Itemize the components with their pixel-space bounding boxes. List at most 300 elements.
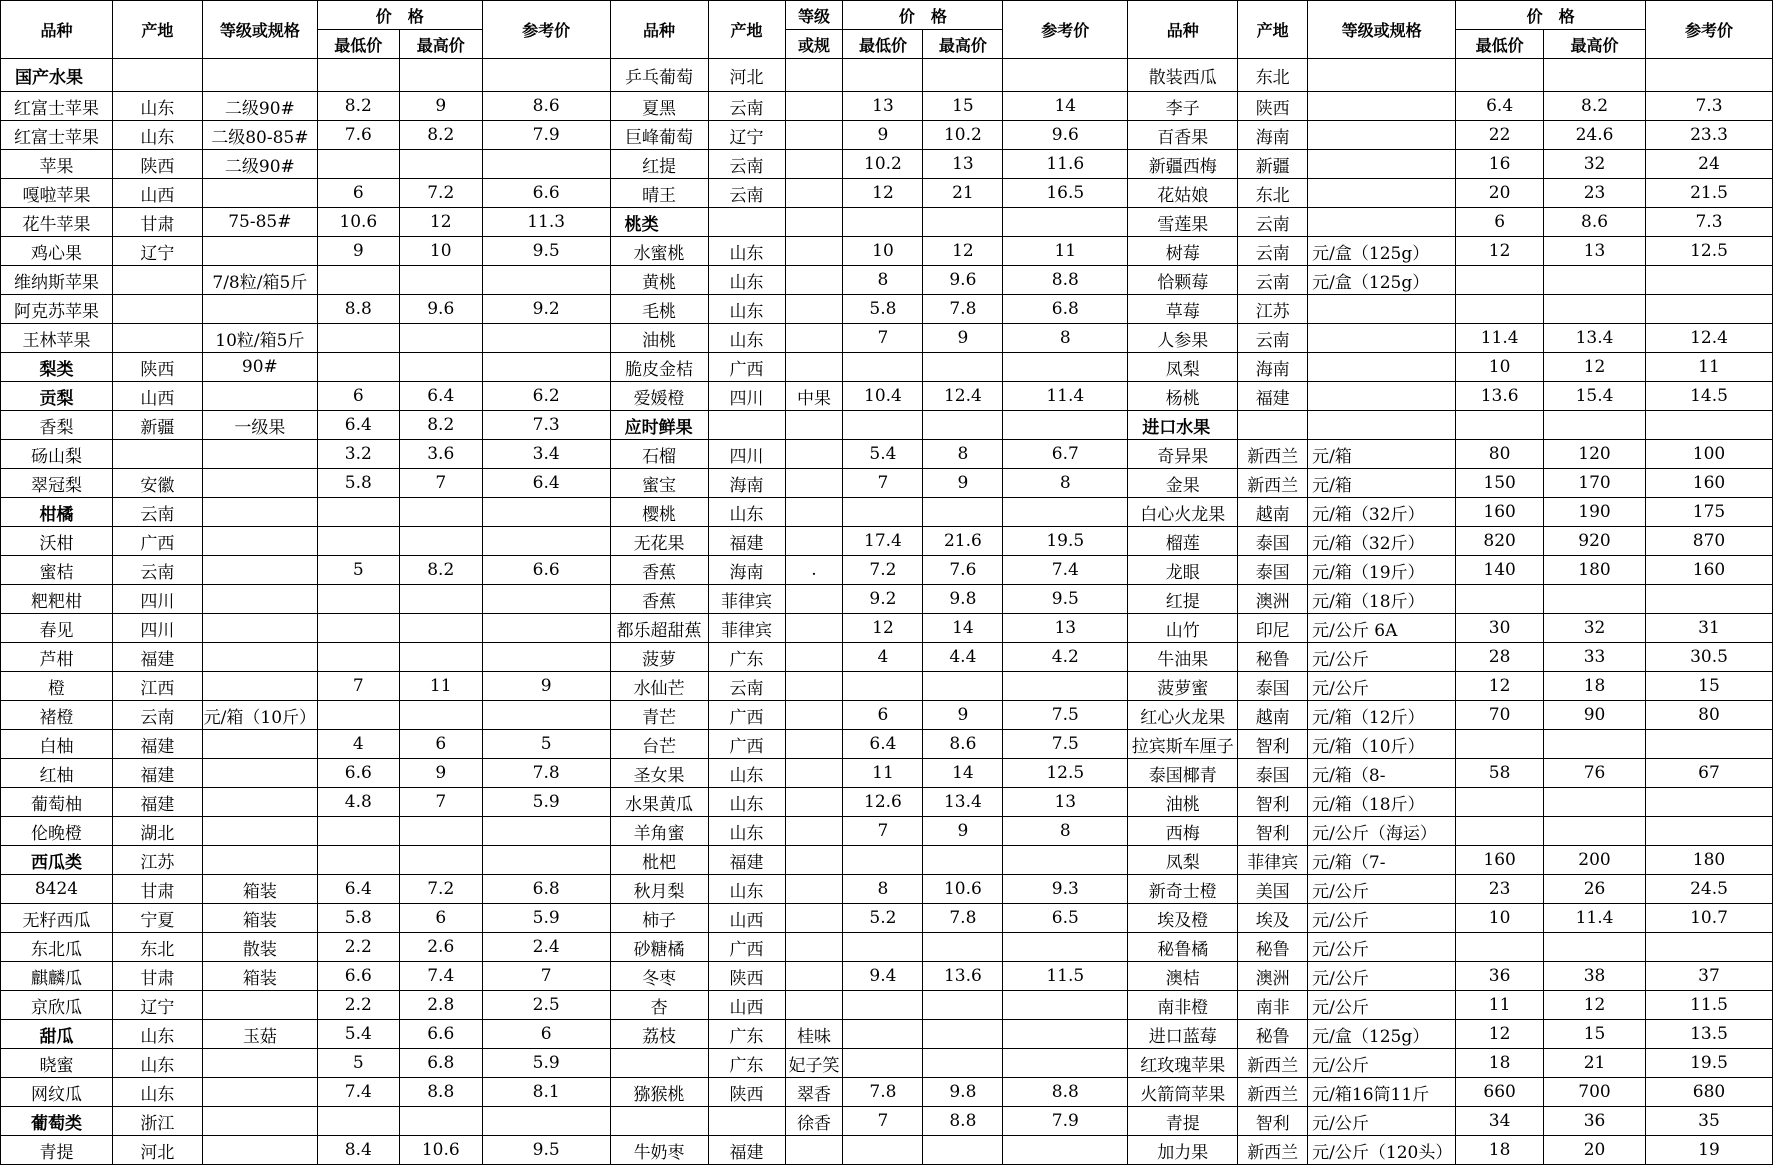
cell-block2-low-price	[843, 933, 923, 962]
cell-block2-high-price: 14	[923, 759, 1003, 788]
cell-block1-origin: 湖北	[112, 817, 202, 846]
cell-block1-high-price: 6	[399, 904, 482, 933]
cell-block1-high-price	[399, 585, 482, 614]
cell-block3-origin: 新西兰	[1238, 469, 1308, 498]
cell-block1-grade-spec	[202, 759, 317, 788]
cell-block1-variety: 芦柑	[1, 643, 113, 672]
cell-block3-low-price: 660	[1456, 1078, 1544, 1107]
table-row	[1, 817, 1773, 846]
cell-block3-grade-spec: 元/公斤（120头）	[1308, 1136, 1456, 1165]
table-row	[1, 179, 1773, 208]
cell-block3-high-price: 24.6	[1544, 121, 1646, 150]
cell-block1-high-price	[399, 353, 482, 382]
cell-block2-origin: 山东	[708, 817, 785, 846]
cell-block3-ref-price: 680	[1645, 1078, 1772, 1107]
cell-block1-grade-spec	[202, 179, 317, 208]
cell-block3-high-price	[1544, 266, 1646, 295]
cell-block1-origin: 宁夏	[112, 904, 202, 933]
cell-block3-high-price: 38	[1544, 962, 1646, 991]
cell-block3-origin: 新西兰	[1238, 1049, 1308, 1078]
cell-block3-origin: 美国	[1238, 875, 1308, 904]
cell-block3-origin: 泰国	[1238, 527, 1308, 556]
cell-block2-high-price	[923, 59, 1003, 92]
cell-block1-origin: 甘肃	[112, 875, 202, 904]
cell-block2-origin: 山东	[708, 324, 785, 353]
cell-block1-variety: 甜瓜	[1, 1020, 113, 1049]
cell-block3-low-price: 160	[1456, 846, 1544, 875]
cell-block2-high-price	[923, 1020, 1003, 1049]
cell-block1-grade-spec: 75-85#	[202, 208, 317, 237]
cell-block2-variety: 樱桃	[610, 498, 708, 527]
cell-block3-grade-spec: 元/箱（19斤）	[1308, 556, 1456, 585]
cell-block2-high-price: 9.8	[923, 585, 1003, 614]
cell-block3-ref-price: 870	[1645, 527, 1772, 556]
cell-block2-grade-spec	[785, 788, 843, 817]
cell-block3-origin: 江苏	[1238, 295, 1308, 324]
cell-block2-grade-spec: 徐香	[785, 1107, 843, 1136]
cell-block2-ref-price: 7.5	[1003, 730, 1128, 759]
cell-block1-origin: 浙江	[112, 1107, 202, 1136]
cell-block3-low-price: 23	[1456, 875, 1544, 904]
cell-block2-ref-price: 13	[1003, 614, 1128, 643]
header-variety: 品种	[1128, 1, 1238, 59]
cell-block3-variety: 红玫瑰苹果	[1128, 1049, 1238, 1078]
cell-block1-origin: 东北	[112, 933, 202, 962]
cell-block2-grade-spec	[785, 672, 843, 701]
cell-block2-variety: 桃类	[610, 208, 708, 237]
cell-block3-ref-price: 35	[1645, 1107, 1772, 1136]
cell-block1-ref-price: 9.5	[482, 1136, 610, 1165]
cell-block1-origin: 辽宁	[112, 991, 202, 1020]
cell-block2-origin	[708, 1107, 785, 1136]
cell-block1-high-price: 3.6	[399, 440, 482, 469]
cell-block3-low-price	[1456, 585, 1544, 614]
table-row	[1, 59, 1773, 92]
cell-block3-ref-price: 160	[1645, 556, 1772, 585]
cell-block2-ref-price	[1003, 1136, 1128, 1165]
cell-block3-ref-price: 11.5	[1645, 991, 1772, 1020]
header-grade-spec-line1: 等级	[785, 1, 843, 30]
cell-block2-grade-spec: .	[785, 556, 843, 585]
cell-block3-ref-price: 80	[1645, 701, 1772, 730]
cell-block2-low-price: 5.8	[843, 295, 923, 324]
cell-block2-high-price: 8	[923, 440, 1003, 469]
cell-block1-variety: 橙	[1, 672, 113, 701]
cell-block1-ref-price: 6.2	[482, 382, 610, 411]
cell-block2-variety: 石榴	[610, 440, 708, 469]
cell-block3-high-price: 11.4	[1544, 904, 1646, 933]
cell-block1-origin: 江苏	[112, 846, 202, 875]
cell-block1-low-price: 3.2	[317, 440, 399, 469]
cell-block2-ref-price: 14	[1003, 92, 1128, 121]
cell-block3-low-price: 16	[1456, 150, 1544, 179]
cell-block3-ref-price	[1645, 933, 1772, 962]
cell-block3-ref-price: 10.7	[1645, 904, 1772, 933]
cell-block1-origin	[112, 295, 202, 324]
table-row	[1, 353, 1773, 382]
cell-block2-grade-spec	[785, 59, 843, 92]
cell-block2-ref-price	[1003, 411, 1128, 440]
cell-block3-low-price: 30	[1456, 614, 1544, 643]
cell-block3-origin: 智利	[1238, 730, 1308, 759]
cell-block2-ref-price: 9.5	[1003, 585, 1128, 614]
cell-block2-ref-price: 8	[1003, 324, 1128, 353]
cell-block3-grade-spec	[1308, 295, 1456, 324]
cell-block2-ref-price: 8	[1003, 817, 1128, 846]
header-grade-spec-line2: 或规	[785, 30, 843, 59]
cell-block3-variety: 草莓	[1128, 295, 1238, 324]
cell-block2-origin: 广东	[708, 1020, 785, 1049]
cell-block2-grade-spec	[785, 759, 843, 788]
cell-block3-grade-spec: 元/公斤	[1308, 672, 1456, 701]
cell-block2-variety: 荔枝	[610, 1020, 708, 1049]
cell-block1-low-price	[317, 59, 399, 92]
cell-block3-ref-price: 31	[1645, 614, 1772, 643]
cell-block1-high-price: 6.4	[399, 382, 482, 411]
cell-block1-low-price: 6.6	[317, 759, 399, 788]
cell-block1-variety: 香梨	[1, 411, 113, 440]
cell-block3-high-price: 76	[1544, 759, 1646, 788]
table-row	[1, 121, 1773, 150]
cell-block1-variety: 麒麟瓜	[1, 962, 113, 991]
cell-block1-low-price: 8.4	[317, 1136, 399, 1165]
cell-block2-low-price: 5.2	[843, 904, 923, 933]
cell-block2-origin: 菲律宾	[708, 614, 785, 643]
cell-block3-high-price: 33	[1544, 643, 1646, 672]
cell-block1-ref-price: 6.8	[482, 875, 610, 904]
cell-block2-variety: 青芒	[610, 701, 708, 730]
cell-block3-grade-spec: 元/公斤	[1308, 991, 1456, 1020]
cell-block1-grade-spec	[202, 382, 317, 411]
cell-block3-ref-price: 15	[1645, 672, 1772, 701]
cell-block3-low-price	[1456, 788, 1544, 817]
cell-block3-grade-spec: 元/箱	[1308, 469, 1456, 498]
cell-block3-high-price: 15	[1544, 1020, 1646, 1049]
cell-block2-ref-price: 19.5	[1003, 527, 1128, 556]
cell-block2-ref-price: 13	[1003, 788, 1128, 817]
cell-block2-high-price: 9	[923, 817, 1003, 846]
cell-block2-ref-price: 6.8	[1003, 295, 1128, 324]
cell-block1-grade-spec	[202, 730, 317, 759]
cell-block1-variety: 砀山梨	[1, 440, 113, 469]
cell-block1-grade-spec: 玉菇	[202, 1020, 317, 1049]
cell-block3-origin: 海南	[1238, 121, 1308, 150]
cell-block3-grade-spec	[1308, 411, 1456, 440]
cell-block1-origin	[112, 59, 202, 92]
cell-block1-ref-price: 7	[482, 962, 610, 991]
cell-block3-origin: 澳洲	[1238, 585, 1308, 614]
cell-block2-low-price: 6.4	[843, 730, 923, 759]
cell-block1-high-price: 7.2	[399, 179, 482, 208]
cell-block2-low-price	[843, 1049, 923, 1078]
cell-block2-high-price: 7.6	[923, 556, 1003, 585]
cell-block2-variety: 巨峰葡萄	[610, 121, 708, 150]
cell-block1-ref-price	[482, 846, 610, 875]
cell-block2-variety: 水蜜桃	[610, 237, 708, 266]
cell-block1-low-price: 6.6	[317, 962, 399, 991]
cell-block2-origin: 广西	[708, 701, 785, 730]
cell-block1-variety: 苹果	[1, 150, 113, 179]
cell-block2-origin: 山东	[708, 237, 785, 266]
header-low: 最低价	[1456, 30, 1544, 59]
cell-block1-low-price: 2.2	[317, 991, 399, 1020]
header-high: 最高价	[923, 30, 1003, 59]
cell-block1-high-price: 7	[399, 469, 482, 498]
cell-block2-grade-spec	[785, 179, 843, 208]
cell-block3-origin: 智利	[1238, 817, 1308, 846]
cell-block3-ref-price: 37	[1645, 962, 1772, 991]
cell-block2-high-price	[923, 353, 1003, 382]
cell-block3-low-price: 12	[1456, 672, 1544, 701]
cell-block1-variety: 粑粑柑	[1, 585, 113, 614]
cell-block2-low-price	[843, 1020, 923, 1049]
cell-block3-high-price: 90	[1544, 701, 1646, 730]
cell-block1-ref-price: 5	[482, 730, 610, 759]
cell-block3-low-price	[1456, 295, 1544, 324]
table-row	[1, 527, 1773, 556]
cell-block3-variety: 青提	[1128, 1107, 1238, 1136]
cell-block2-ref-price	[1003, 846, 1128, 875]
cell-block2-grade-spec	[785, 904, 843, 933]
cell-block1-ref-price: 9.2	[482, 295, 610, 324]
cell-block3-high-price: 20	[1544, 1136, 1646, 1165]
cell-block1-variety: 蜜桔	[1, 556, 113, 585]
cell-block3-variety: 奇异果	[1128, 440, 1238, 469]
cell-block1-ref-price: 7.9	[482, 121, 610, 150]
cell-block1-ref-price	[482, 585, 610, 614]
cell-block2-ref-price: 8.8	[1003, 266, 1128, 295]
cell-block1-ref-price: 8.1	[482, 1078, 610, 1107]
header-low: 最低价	[317, 30, 399, 59]
cell-block2-ref-price: 11.4	[1003, 382, 1128, 411]
cell-block1-grade-spec: 箱装	[202, 904, 317, 933]
cell-block1-origin: 福建	[112, 643, 202, 672]
cell-block2-ref-price: 7.9	[1003, 1107, 1128, 1136]
cell-block1-high-price	[399, 846, 482, 875]
cell-block2-variety: 柿子	[610, 904, 708, 933]
cell-block1-variety: 白柚	[1, 730, 113, 759]
cell-block1-high-price: 8.2	[399, 556, 482, 585]
cell-block2-origin: 广东	[708, 1049, 785, 1078]
table-row	[1, 788, 1773, 817]
cell-block2-origin: 海南	[708, 556, 785, 585]
header-origin: 产地	[708, 1, 785, 59]
cell-block1-low-price: 5	[317, 1049, 399, 1078]
cell-block1-grade-spec	[202, 527, 317, 556]
table-row	[1, 643, 1773, 672]
cell-block2-grade-spec	[785, 92, 843, 121]
cell-block2-low-price: 12	[843, 179, 923, 208]
cell-block1-high-price: 8.8	[399, 1078, 482, 1107]
cell-block2-variety: 夏黑	[610, 92, 708, 121]
cell-block1-origin: 江西	[112, 672, 202, 701]
cell-block3-high-price: 15.4	[1544, 382, 1646, 411]
table-row	[1, 266, 1773, 295]
cell-block1-origin: 云南	[112, 498, 202, 527]
cell-block3-origin: 东北	[1238, 179, 1308, 208]
cell-block3-ref-price: 24.5	[1645, 875, 1772, 904]
cell-block2-grade-spec: 中果	[785, 382, 843, 411]
cell-block3-ref-price: 23.3	[1645, 121, 1772, 150]
cell-block2-origin: 福建	[708, 1136, 785, 1165]
cell-block1-high-price: 10	[399, 237, 482, 266]
cell-block2-low-price: 7	[843, 469, 923, 498]
cell-block1-low-price: 5.8	[317, 904, 399, 933]
cell-block3-variety: 红心火龙果	[1128, 701, 1238, 730]
cell-block3-ref-price: 19	[1645, 1136, 1772, 1165]
table-body	[1, 59, 1773, 1165]
cell-block3-variety: 进口蓝莓	[1128, 1020, 1238, 1049]
cell-block2-low-price: 7.2	[843, 556, 923, 585]
table-row	[1, 846, 1773, 875]
cell-block2-ref-price: 6.5	[1003, 904, 1128, 933]
cell-block2-low-price	[843, 208, 923, 237]
cell-block2-grade-spec	[785, 585, 843, 614]
cell-block1-high-price: 9	[399, 92, 482, 121]
cell-block2-low-price: 7	[843, 817, 923, 846]
cell-block3-low-price	[1456, 411, 1544, 440]
cell-block2-high-price: 9	[923, 701, 1003, 730]
table-row	[1, 324, 1773, 353]
cell-block2-ref-price: 9.3	[1003, 875, 1128, 904]
cell-block3-origin: 泰国	[1238, 672, 1308, 701]
cell-block1-origin: 广西	[112, 527, 202, 556]
cell-block1-variety: 网纹瓜	[1, 1078, 113, 1107]
cell-block2-grade-spec	[785, 643, 843, 672]
cell-block3-low-price: 22	[1456, 121, 1544, 150]
cell-block1-variety: 晓蜜	[1, 1049, 113, 1078]
cell-block1-high-price: 10.6	[399, 1136, 482, 1165]
cell-block2-variety: 羊角蜜	[610, 817, 708, 846]
cell-block1-origin: 四川	[112, 585, 202, 614]
cell-block1-ref-price	[482, 324, 610, 353]
cell-block2-ref-price	[1003, 933, 1128, 962]
cell-block2-origin: 广西	[708, 933, 785, 962]
cell-block3-grade-spec: 元/箱（12斤）	[1308, 701, 1456, 730]
cell-block1-grade-spec	[202, 817, 317, 846]
cell-block2-variety: 香蕉	[610, 556, 708, 585]
cell-block3-high-price: 8.2	[1544, 92, 1646, 121]
cell-block3-variety: 百香果	[1128, 121, 1238, 150]
cell-block2-low-price	[843, 59, 923, 92]
cell-block2-variety: 枇杷	[610, 846, 708, 875]
cell-block1-ref-price: 9.5	[482, 237, 610, 266]
cell-block1-low-price	[317, 614, 399, 643]
cell-block1-ref-price: 2.4	[482, 933, 610, 962]
cell-block2-ref-price: 7.5	[1003, 701, 1128, 730]
cell-block2-high-price	[923, 991, 1003, 1020]
cell-block3-origin: 福建	[1238, 382, 1308, 411]
cell-block2-grade-spec: 妃子笑	[785, 1049, 843, 1078]
cell-block2-origin: 广东	[708, 643, 785, 672]
cell-block3-ref-price: 30.5	[1645, 643, 1772, 672]
cell-block1-high-price	[399, 701, 482, 730]
cell-block2-variety: 砂糖橘	[610, 933, 708, 962]
cell-block1-high-price: 9	[399, 759, 482, 788]
cell-block3-high-price	[1544, 295, 1646, 324]
cell-block1-variety: 沃柑	[1, 527, 113, 556]
cell-block3-ref-price: 21.5	[1645, 179, 1772, 208]
cell-block3-high-price: 13.4	[1544, 324, 1646, 353]
cell-block2-variety: 牛奶枣	[610, 1136, 708, 1165]
cell-block3-high-price	[1544, 817, 1646, 846]
cell-block2-low-price: 7.8	[843, 1078, 923, 1107]
cell-block3-low-price: 28	[1456, 643, 1544, 672]
cell-block3-origin: 南非	[1238, 991, 1308, 1020]
cell-block2-high-price: 7.8	[923, 295, 1003, 324]
cell-block3-variety: 南非橙	[1128, 991, 1238, 1020]
cell-block1-high-price	[399, 1107, 482, 1136]
cell-block3-ref-price	[1645, 788, 1772, 817]
cell-block1-grade-spec: 箱装	[202, 962, 317, 991]
cell-block3-grade-spec: 元/公斤	[1308, 1049, 1456, 1078]
table-row	[1, 208, 1773, 237]
cell-block2-ref-price	[1003, 672, 1128, 701]
header-high: 最高价	[1544, 30, 1646, 59]
cell-block2-variety: 水仙芒	[610, 672, 708, 701]
cell-block1-variety: 红富士苹果	[1, 121, 113, 150]
cell-block2-high-price: 4.4	[923, 643, 1003, 672]
cell-block2-high-price: 21	[923, 179, 1003, 208]
cell-block2-low-price	[843, 846, 923, 875]
cell-block1-variety: 葡萄类	[1, 1107, 113, 1136]
cell-block1-ref-price	[482, 701, 610, 730]
cell-block2-high-price: 12.4	[923, 382, 1003, 411]
cell-block1-origin: 河北	[112, 1136, 202, 1165]
cell-block2-low-price: 9.2	[843, 585, 923, 614]
cell-block1-ref-price	[482, 266, 610, 295]
cell-block3-grade-spec: 元/盒（125g）	[1308, 1020, 1456, 1049]
cell-block2-variety: 油桃	[610, 324, 708, 353]
cell-block2-ref-price: 16.5	[1003, 179, 1128, 208]
cell-block3-variety: 秘鲁橘	[1128, 933, 1238, 962]
cell-block3-low-price: 70	[1456, 701, 1544, 730]
cell-block3-origin: 新西兰	[1238, 1136, 1308, 1165]
cell-block1-low-price: 5.4	[317, 1020, 399, 1049]
cell-block3-origin: 海南	[1238, 353, 1308, 382]
cell-block1-grade-spec: 散装	[202, 933, 317, 962]
cell-block3-origin	[1238, 411, 1308, 440]
cell-block2-origin: 陕西	[708, 1078, 785, 1107]
cell-block3-grade-spec: 元/公斤	[1308, 643, 1456, 672]
cell-block3-ref-price	[1645, 266, 1772, 295]
cell-block1-variety: 葡萄柚	[1, 788, 113, 817]
cell-block1-high-price: 7.4	[399, 962, 482, 991]
cell-block3-grade-spec	[1308, 324, 1456, 353]
cell-block3-variety: 散装西瓜	[1128, 59, 1238, 92]
cell-block1-high-price: 2.8	[399, 991, 482, 1020]
cell-block1-low-price: 6	[317, 382, 399, 411]
cell-block3-high-price	[1544, 59, 1646, 92]
cell-block3-origin: 新西兰	[1238, 440, 1308, 469]
cell-block2-origin	[708, 411, 785, 440]
cell-block1-high-price	[399, 266, 482, 295]
cell-block3-high-price: 200	[1544, 846, 1646, 875]
cell-block1-grade-spec: 一级果	[202, 411, 317, 440]
cell-block2-grade-spec: 桂味	[785, 1020, 843, 1049]
header-variety: 品种	[610, 1, 708, 59]
cell-block2-variety	[610, 1107, 708, 1136]
cell-block1-grade-spec	[202, 1107, 317, 1136]
cell-block3-variety: 杨桃	[1128, 382, 1238, 411]
cell-block2-low-price: 10	[843, 237, 923, 266]
cell-block3-grade-spec: 元/公斤 6A	[1308, 614, 1456, 643]
cell-block3-origin: 澳洲	[1238, 962, 1308, 991]
cell-block2-low-price: 9	[843, 121, 923, 150]
cell-block2-ref-price	[1003, 1049, 1128, 1078]
cell-block3-variety: 油桃	[1128, 788, 1238, 817]
cell-block2-ref-price	[1003, 208, 1128, 237]
